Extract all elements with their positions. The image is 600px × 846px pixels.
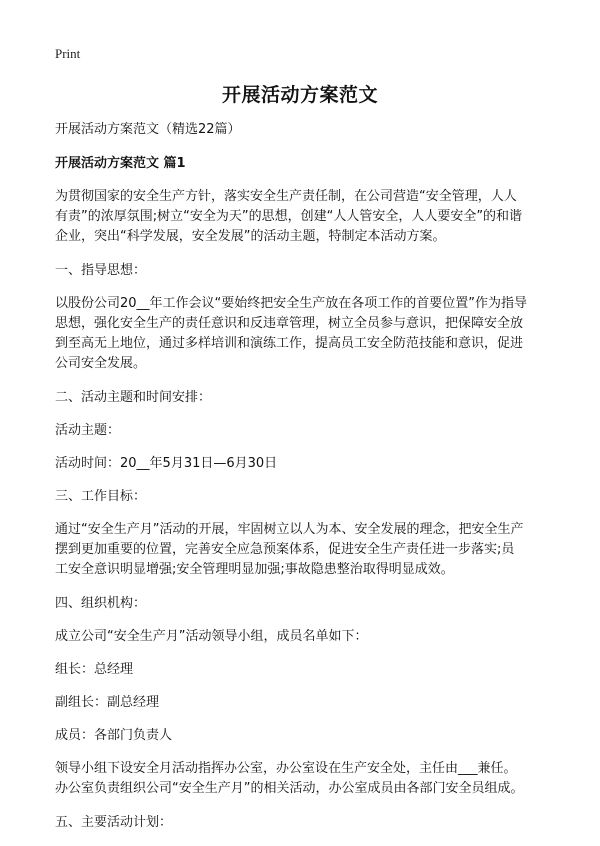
heading-organization: 四、组织机构： — [55, 596, 147, 611]
guiding-line: 公司安全发展。 — [55, 356, 147, 371]
document-title: 开展活动方案范文 — [221, 84, 378, 106]
goals-paragraph — [55, 520, 550, 580]
org-intro: 成立公司“安全生产月”活动领导小组，成员名单如下： — [55, 629, 368, 644]
goals-line: 通过“安全生产月”活动的开展，牢固树立以人为本、安全发展的理念，把安全生产 — [55, 522, 524, 537]
intro-paragraph — [55, 187, 550, 247]
time-label: 活动时间：20__年5月31日—6月30日 — [55, 456, 278, 471]
goals-line: 摆到更加重要的位置，完善安全应急预案体系，促进安全生产责任进一步落实;员 — [55, 542, 515, 557]
section-title: 开展活动方案范文 篇1 — [55, 156, 186, 171]
goals-line: 工安全意识明显增强;安全管理明显加强;事故隐患整治取得明显成效。 — [55, 562, 454, 577]
office-paragraph — [55, 759, 550, 799]
intro-line: 有责”的浓厚氛围;树立“安全为天”的思想，创建“人人管安全，人人要安全”的和谐 — [55, 209, 523, 224]
heading-activities: 五、主要活动计划： — [55, 815, 173, 830]
guiding-line: 以股份公司20__年工作会议“要始终把安全生产放在各项工作的首要位置”作为指导 — [55, 296, 528, 311]
guiding-line: 到至高无上地位，通过多样培训和演练工作，提高员工安全防范技能和意识，促进 — [55, 336, 524, 351]
heading-guiding: 一、指导思想： — [55, 263, 147, 278]
document-body — [55, 120, 550, 846]
guiding-paragraph — [55, 294, 550, 374]
office-line: 领导小组下设安全月活动指挥办公室，办公室设在生产安全处，主任由___兼任。 — [55, 761, 517, 776]
members-line: 成员：各部门负责人 — [55, 728, 173, 743]
heading-theme-time: 二、活动主题和时间安排： — [55, 390, 212, 405]
office-line: 办公室负责组织公司“安全生产月”的相关活动，办公室成员由各部门安全员组成。 — [55, 781, 524, 796]
leader-line: 组长：总经理 — [55, 662, 134, 677]
theme-label: 活动主题： — [55, 423, 121, 438]
intro-line: 企业，突出“科学发展，安全发展”的活动主题，特制定本活动方案。 — [55, 229, 446, 244]
guiding-line: 思想，强化安全生产的责任意识和反违章管理，树立全员参与意识，把保障安全放 — [55, 316, 524, 331]
deputy-line: 副组长：副总经理 — [55, 695, 160, 710]
heading-goals: 三、工作目标： — [55, 489, 147, 504]
document-subtitle: 开展活动方案范文（精选22篇） — [55, 122, 241, 137]
print-label[interactable]: Print — [55, 46, 81, 61]
intro-line: 为贯彻国家的安全生产方针，落实安全生产责任制，在公司营造“安全管理，人人 — [55, 189, 517, 204]
